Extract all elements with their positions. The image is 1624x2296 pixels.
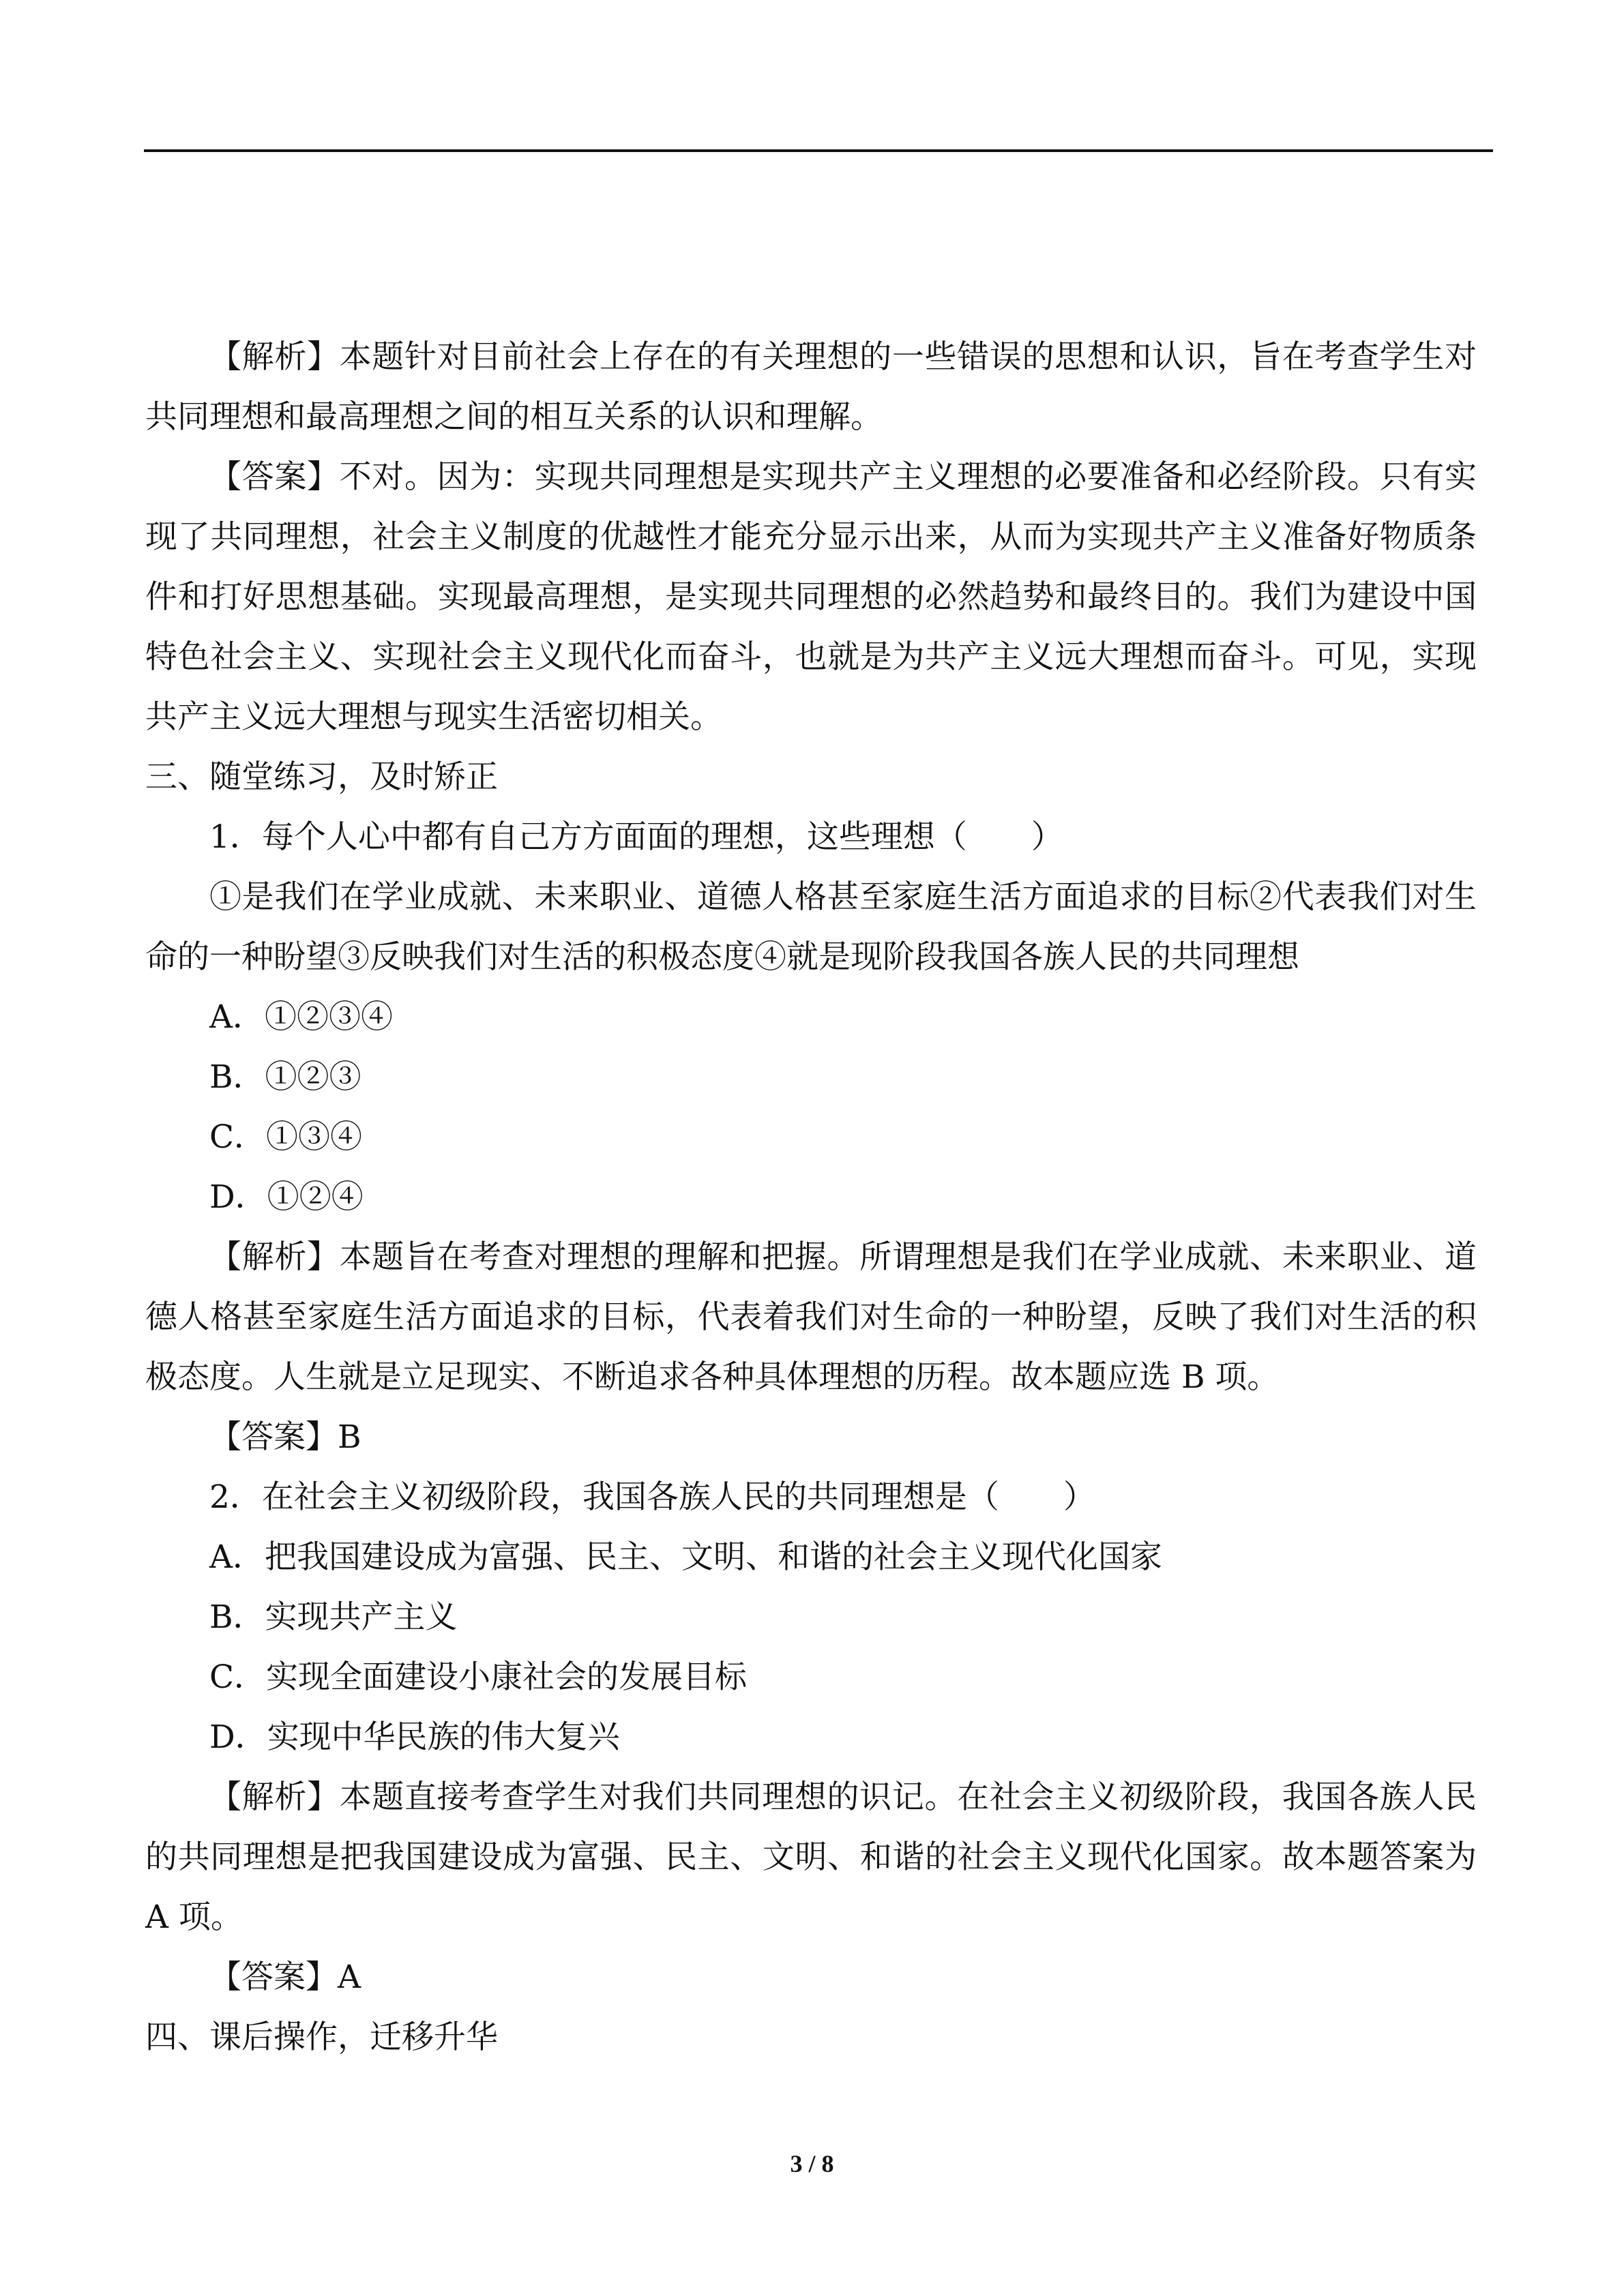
section-heading: 三、随堂练习，及时矫正 — [145, 758, 498, 796]
option-b: B．①②③ — [209, 1058, 361, 1096]
answer-paragraph: 【答案】不对。因为：实现共同理想是实现共产主义理想的必要准备和必经阶段。只有实现了共同理想，社会主义制度的优越性才能充分显示出来，从而为实现共产主义准备好物质条件和打好思想基础。实现最高理想，是实现共同理想的必然趋势和最终目的。我们为建设中国特色社会主义、实现社会主义现代化而奋斗，也就是为共产主义远大理想而奋斗。可见，实现共产主义远大理想与现实生活密切相关。 — [145, 458, 1477, 736]
question-stem: 1．每个人心中都有自己方方面面的理想，这些理想（ ） — [209, 818, 1063, 856]
document-body — [145, 327, 1477, 2068]
option-c: C．①③④ — [209, 1118, 362, 1156]
question-stem: 2．在社会主义初级阶段，我国各族人民的共同理想是（ ） — [209, 1478, 1095, 1516]
answer-line: 【答案】A — [209, 1958, 361, 1996]
question-statements: ①是我们在学业成就、未来职业、道德人格甚至家庭生活方面追求的目标②代表我们对生命的一种盼望③反映我们对生活的积极态度④就是现阶段我国各族人民的共同理想 — [145, 878, 1477, 976]
analysis-paragraph: 【解析】本题针对目前社会上存在的有关理想的一些错误的思想和认识，旨在考查学生对共同理想和最高理想之间的相互关系的认识和理解。 — [145, 338, 1477, 436]
header-rule — [144, 149, 1493, 152]
option-b: B．实现共产主义 — [209, 1598, 458, 1636]
answer-line: 【答案】B — [209, 1418, 361, 1456]
option-d: D．实现中华民族的伟大复兴 — [209, 1718, 620, 1756]
option-a: A．①②③④ — [209, 998, 393, 1036]
option-d: D．①②④ — [209, 1178, 364, 1216]
option-c: C．实现全面建设小康社会的发展目标 — [209, 1658, 747, 1696]
analysis-paragraph: 【解析】本题旨在考查对理想的理解和把握。所谓理想是我们在学业成就、未来职业、道德人格甚至家庭生活方面追求的目标，代表着我们对生命的一种盼望，反映了我们对生活的积极态度。人生就是立足现实、不断追求各种具体理想的历程。故本题应选 B 项。 — [145, 1238, 1477, 1396]
section-heading: 四、课后操作，迁移升华 — [145, 2018, 498, 2056]
option-a: A．把我国建设成为富强、民主、文明、和谐的社会主义现代化国家 — [209, 1538, 1162, 1576]
page-number: 3 / 8 — [790, 2150, 834, 2177]
analysis-paragraph: 【解析】本题直接考查学生对我们共同理想的识记。在社会主义初级阶段，我国各族人民的共同理想是把我国建设成为富强、民主、文明、和谐的社会主义现代化国家。故本题答案为 A 项。 — [145, 1778, 1477, 1936]
